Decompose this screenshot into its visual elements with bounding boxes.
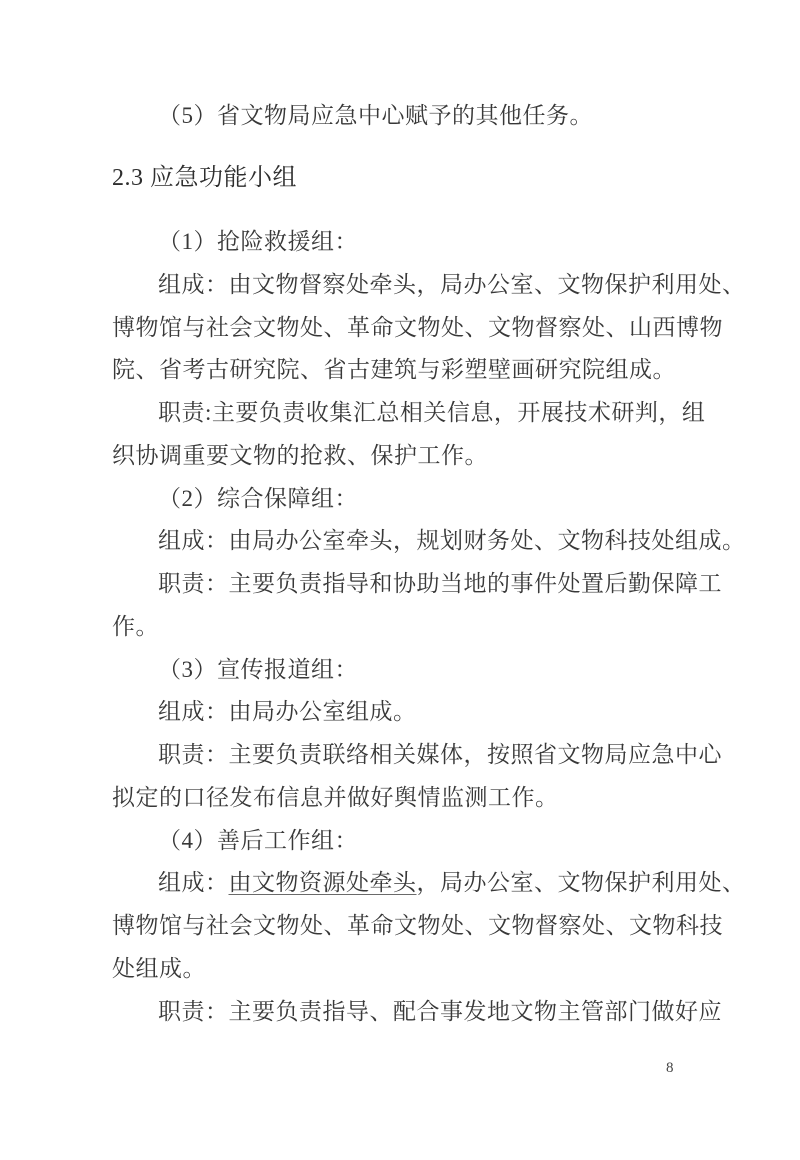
paragraph-line: 组成：由局办公室牵头，规划财务处、文物科技处组成。 xyxy=(158,528,746,553)
page-number: 8 xyxy=(666,1060,674,1076)
paragraph-line: 组成：由局办公室组成。 xyxy=(158,699,417,724)
paragraph-line: （2）综合保障组： xyxy=(158,486,358,511)
paragraph-line: 院、省考古研究院、省古建筑与彩塑壁画研究院组成。 xyxy=(112,357,676,382)
paragraph-line: 职责：主要负责联络相关媒体，按照省文物局应急中心 xyxy=(158,742,722,767)
paragraph-line: 职责:主要负责收集汇总相关信息，开展技术研判，组 xyxy=(158,400,706,425)
paragraph-line: （5）省文物局应急中心赋予的其他任务。 xyxy=(158,103,593,128)
composition-label: 组成： xyxy=(158,870,229,895)
paragraph-line: 处组成。 xyxy=(112,956,206,981)
paragraph-line: 职责：主要负责指导、配合事发地文物主管部门做好应 xyxy=(158,999,722,1024)
paragraph-line-with-underline xyxy=(112,870,746,896)
paragraph-line: 博物馆与社会文物处、革命文物处、文物督察处、文物科技 xyxy=(112,913,723,938)
paragraph-line: 职责：主要负责指导和协助当地的事件处置后勤保障工 xyxy=(158,571,722,596)
paragraph-line: 博物馆与社会文物处、革命文物处、文物督察处、山西博物 xyxy=(112,315,723,340)
paragraph-line: 拟定的口径发布信息并做好舆情监测工作。 xyxy=(112,785,559,810)
paragraph-line: （1）抢险救援组： xyxy=(158,229,358,254)
underlined-text: 由文物资源处牵头 xyxy=(228,870,417,895)
paragraph-line: 组成：由文物督察处牵头，局办公室、文物保护利用处、 xyxy=(158,272,746,297)
paragraph-line: （4）善后工作组： xyxy=(158,828,358,853)
paragraph-line: （3）宣传报道组： xyxy=(158,657,358,682)
paragraph-line: 织协调重要文物的抢救、保护工作。 xyxy=(112,443,488,468)
section-heading: 2.3 应急功能小组 xyxy=(112,165,297,191)
composition-rest: ，局办公室、文物保护利用处、 xyxy=(416,870,746,895)
paragraph-line: 作。 xyxy=(112,614,159,639)
